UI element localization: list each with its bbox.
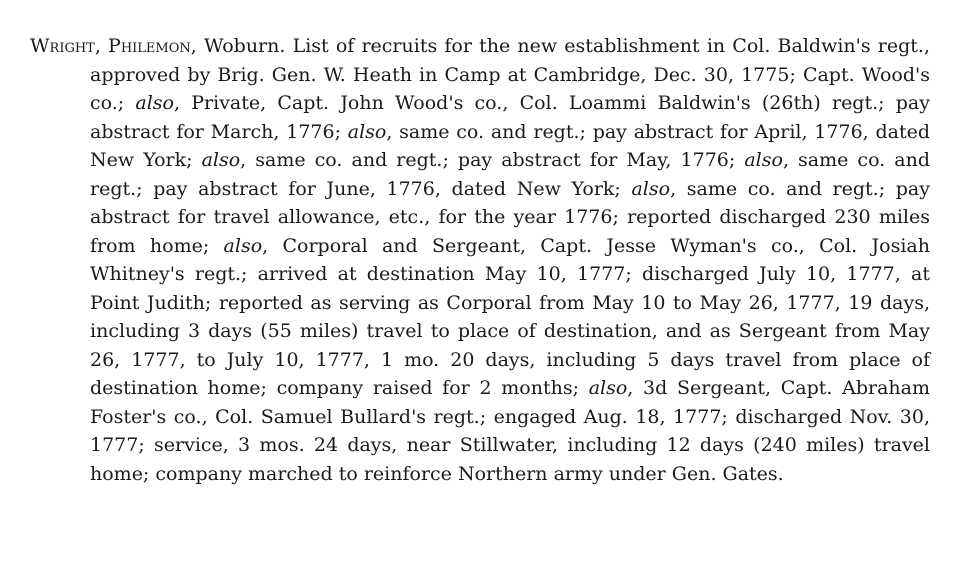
also-marker: also [223, 234, 263, 257]
entry-text: , same co. and regt.; pay abstract for April, 1776, dated New York; [90, 120, 931, 171]
entry-text: , Private, Capt. John Wood's co., Col. Loammi Baldwin's (26th) regt.; pay abstract for March, 1776; [90, 92, 930, 143]
also-marker: also [744, 149, 783, 171]
also-marker: also [347, 120, 387, 143]
also-marker: also [201, 149, 241, 171]
also-marker: also [631, 177, 671, 200]
also-marker: also [135, 92, 174, 114]
entry-text: , same co. and regt.; pay abstract for travel allowance, etc., for the year 1776; reported discharged 230 miles from home; [90, 177, 930, 257]
entry-text: , Corporal and Sergeant, Capt. Jesse Wyman's co., Col. Josiah Whitney's regt.; arrived at destination May 10, 1777; discharged July 10, 1777, at Point Judith; reported as serving as Corporal from May 10 to May 26, 1777, 19 days, including 3 days (55 miles) travel to place of destination, and as Sergeant from May 26, 1777, to July 10, 1777, 1 mo. 20 days, including 5 days travel from place of destination home; company raised for 2 months; [90, 234, 930, 399]
entry-text: , Woburn. List of recruits for the new establishment in Col. Baldwin's regt., approved by Brig. Gen. W. Heath in Camp at Cambridge, Dec. 30, 1775; Capt. Wood's co.; [90, 35, 931, 114]
service-record-entry [30, 32, 930, 488]
entry-text: , same co. and regt.; pay abstract for June, 1776, dated New York; [90, 149, 931, 200]
also-marker: also [588, 377, 628, 399]
entry-text: , same co. and regt.; pay abstract for May, 1776; [240, 149, 745, 171]
entry-text: , 3d Sergeant, Capt. Abraham Foster's co., Col. Samuel Bullard's regt.; engaged Aug. 18, 1777; discharged Nov. 30, 1777; service, 3 mos. 24 days, near Stillwater, including 12 days (240 miles) travel home; company marched to reinforce Northern army under Gen. Gates. [90, 377, 930, 485]
soldier-name: Wright, Philemon [30, 35, 191, 57]
